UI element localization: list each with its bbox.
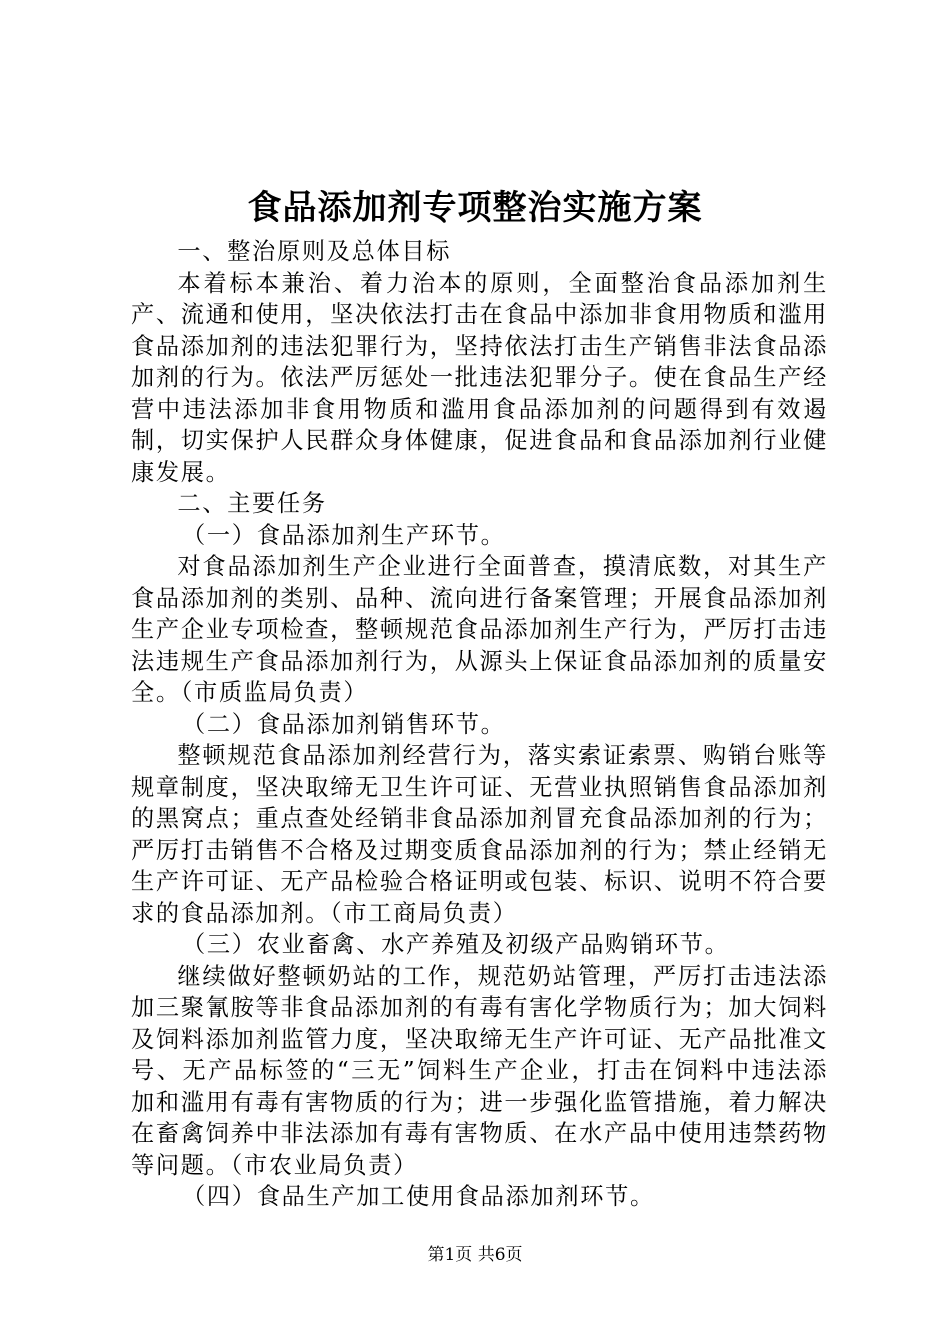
section-heading-2: 二、主要任务 <box>177 490 327 517</box>
document-body <box>131 236 828 1213</box>
subsection-heading: （二）食品添加剂销售环节。 <box>182 710 506 738</box>
body-paragraph: 对食品添加剂生产企业进行全面普查，摸清底数，对其生产食品添加剂的类别、品种、流向进行备案管理；开展食品添加剂生产企业专项检查，整顿规范食品添加剂生产行为，严厉打击违法违规生产食品添加剂行为，从源头上保证食品添加剂的质量安全。（市质监局负责） <box>131 553 828 706</box>
subsection-heading: （三）农业畜禽、水产养殖及初级产品购销环节。 <box>182 931 730 958</box>
body-paragraph: 整顿规范食品添加剂经营行为，落实索证索票、购销台账等规章制度，坚决取缔无卫生许可证、无营业执照销售食品添加剂的黑窝点；重点查处经销非食品添加剂冒充食品添加剂的行为；严厉打击销售不合格及过期变质食品添加剂的行为；禁止经销无生产许可证、无产品检验合格证明或包装、标识、说明不符合要求的食品添加剂。（市工商局负责） <box>131 742 828 927</box>
subsection-heading: （四）食品生产加工使用食品添加剂环节。 <box>182 1183 655 1210</box>
page-number-footer: 第1页 共6页 <box>427 1245 523 1265</box>
section-heading-1: 一、整治原则及总体目标 <box>177 238 452 265</box>
document-title: 食品添加剂专项整治实施方案 <box>247 188 703 228</box>
body-paragraph: 继续做好整顿奶站的工作，规范奶站管理，严厉打击违法添加三聚氰胺等非食品添加剂的有毒有害化学物质行为；加大饲料及饲料添加剂监管力度，坚决取缔无生产许可证、无产品批准文号、无产品标签的“三无”饲料生产企业，打击在饲料中违法添加和滥用有毒有害物质的行为；进一步强化监管措施，着力解决在畜禽饲养中非法添加有毒有害物质、在水产品中使用违禁药物等问题。（市农业局负责） <box>131 962 828 1179</box>
body-paragraph: 本着标本兼治、着力治本的原则，全面整治食品添加剂生产、流通和使用，坚决依法打击在食品中添加非食用物质和滥用食品添加剂的违法犯罪行为，坚持依法打击生产销售非法食品添加剂的行为。依法严厉惩处一批违法犯罪分子。使在食品生产经营中违法添加非食用物质和滥用食品添加剂的问题得到有效遏制，切实保护人民群众身体健康，促进食品和食品添加剂行业健康发展。 <box>131 269 828 486</box>
subsection-heading: （一）食品添加剂生产环节。 <box>182 521 506 549</box>
